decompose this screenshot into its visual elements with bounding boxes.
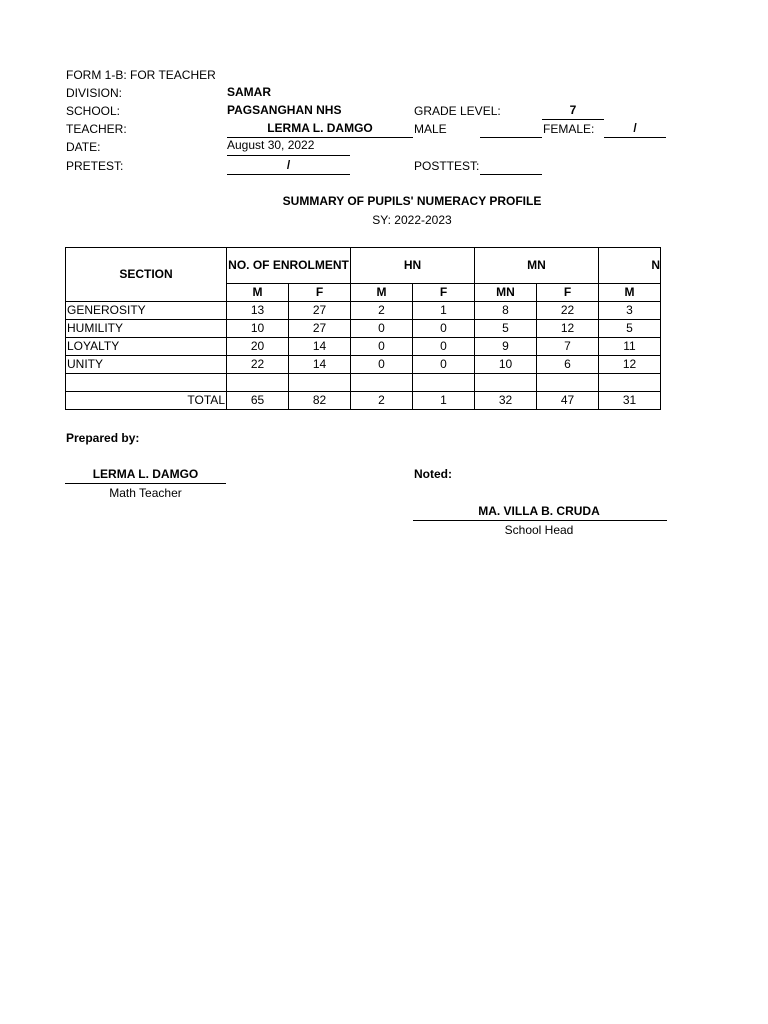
subheader-cell: MN (475, 284, 537, 302)
empty-cell (537, 374, 599, 392)
table-cell: 12 (599, 356, 661, 374)
table-cell: 3 (599, 302, 661, 320)
empty-cell (475, 374, 537, 392)
table-cell: 22 (537, 302, 599, 320)
grade-level-value: 7 (569, 103, 577, 117)
group-header-n: N (599, 248, 661, 284)
section-header: SECTION (66, 248, 227, 302)
empty-cell (227, 374, 289, 392)
table-cell: 0 (351, 320, 413, 338)
table-cell: 22 (227, 356, 289, 374)
table-cell: 1 (413, 302, 475, 320)
subheader-cell: F (289, 284, 351, 302)
pretest-value: / (286, 158, 291, 172)
table-cell: 27 (289, 302, 351, 320)
pretest-label: PRETEST: (66, 159, 124, 173)
total-cell: 2 (351, 392, 413, 410)
table-cell: 11 (599, 338, 661, 356)
table-cell: 0 (351, 338, 413, 356)
pretest-underline (227, 174, 350, 175)
table-cell: 9 (475, 338, 537, 356)
date-underline (227, 155, 350, 156)
table-cell: 14 (289, 338, 351, 356)
table-cell: 12 (537, 320, 599, 338)
table-cell: 6 (537, 356, 599, 374)
female-label: FEMALE: (543, 122, 595, 136)
total-cell: 32 (475, 392, 537, 410)
preparer-signature-line (65, 483, 226, 484)
total-cell: 31 (599, 392, 661, 410)
table-cell: 14 (289, 356, 351, 374)
empty-row (66, 374, 661, 392)
posttest-underline (480, 174, 542, 175)
preparer-name: LERMA L. DAMGO (92, 467, 199, 481)
table-cell: 27 (289, 320, 351, 338)
total-cell: 47 (537, 392, 599, 410)
subheader-cell: M (351, 284, 413, 302)
table-cell: 10 (475, 356, 537, 374)
preparer-title: Math Teacher (109, 486, 182, 500)
table-row (66, 302, 661, 320)
female-underline (604, 137, 666, 138)
group-header-row (66, 248, 661, 284)
table-cell: 0 (413, 338, 475, 356)
table-cell: 5 (475, 320, 537, 338)
section-name: GENEROSITY (66, 302, 227, 320)
prepared-by-label: Prepared by: (66, 431, 140, 445)
male-underline (480, 137, 542, 138)
table-cell: 20 (227, 338, 289, 356)
school-head-signature-line (413, 520, 667, 521)
total-cell: 1 (413, 392, 475, 410)
school-year: SY: 2022-2023 (372, 213, 452, 227)
date-value: August 30, 2022 (227, 138, 315, 152)
section-name: HUMILITY (66, 320, 227, 338)
table-cell: 8 (475, 302, 537, 320)
school-value: PAGSANGHAN NHS (227, 103, 342, 117)
table-cell: 0 (351, 356, 413, 374)
table-row (66, 320, 661, 338)
grade-level-label: GRADE LEVEL: (414, 104, 501, 118)
school-head-title: School Head (504, 523, 574, 537)
table-cell: 5 (599, 320, 661, 338)
table-row (66, 338, 661, 356)
empty-cell (66, 374, 227, 392)
table-cell: 0 (413, 356, 475, 374)
division-label: DIVISION: (66, 86, 123, 100)
subheader-cell: M (227, 284, 289, 302)
empty-cell (351, 374, 413, 392)
male-label: MALE (414, 122, 447, 136)
table-cell: 0 (413, 320, 475, 338)
empty-cell (289, 374, 351, 392)
date-label: DATE: (66, 140, 101, 154)
summary-title: SUMMARY OF PUPILS' NUMERACY PROFILE (282, 194, 542, 208)
empty-cell (599, 374, 661, 392)
group-header-hn: HN (351, 248, 475, 284)
numeracy-summary-table (65, 247, 661, 410)
empty-cell (413, 374, 475, 392)
division-value: SAMAR (227, 85, 271, 99)
total-row (66, 392, 661, 410)
group-header-mn: MN (475, 248, 599, 284)
school-head-name: MA. VILLA B. CRUDA (478, 504, 600, 518)
total-label: TOTAL (66, 392, 227, 410)
total-cell: 65 (227, 392, 289, 410)
group-header-enrolment: NO. OF ENROLMENT (227, 248, 351, 284)
table-cell: 2 (351, 302, 413, 320)
noted-label: Noted: (414, 467, 452, 481)
posttest-label: POSTTEST: (414, 159, 480, 173)
subheader-cell: F (537, 284, 599, 302)
school-label: SCHOOL: (66, 104, 121, 118)
table-cell: 7 (537, 338, 599, 356)
section-name: LOYALTY (66, 338, 227, 356)
female-value: / (633, 121, 637, 135)
table-cell: 13 (227, 302, 289, 320)
section-name: UNITY (66, 356, 227, 374)
subheader-cell: F (413, 284, 475, 302)
teacher-label: TEACHER: (66, 122, 127, 136)
table-row (66, 356, 661, 374)
total-cell: 82 (289, 392, 351, 410)
grade-level-underline (542, 119, 604, 120)
form-title: FORM 1-B: FOR TEACHER (66, 68, 216, 82)
subheader-cell: M (599, 284, 661, 302)
teacher-value: LERMA L. DAMGO (267, 121, 373, 135)
table-cell: 10 (227, 320, 289, 338)
